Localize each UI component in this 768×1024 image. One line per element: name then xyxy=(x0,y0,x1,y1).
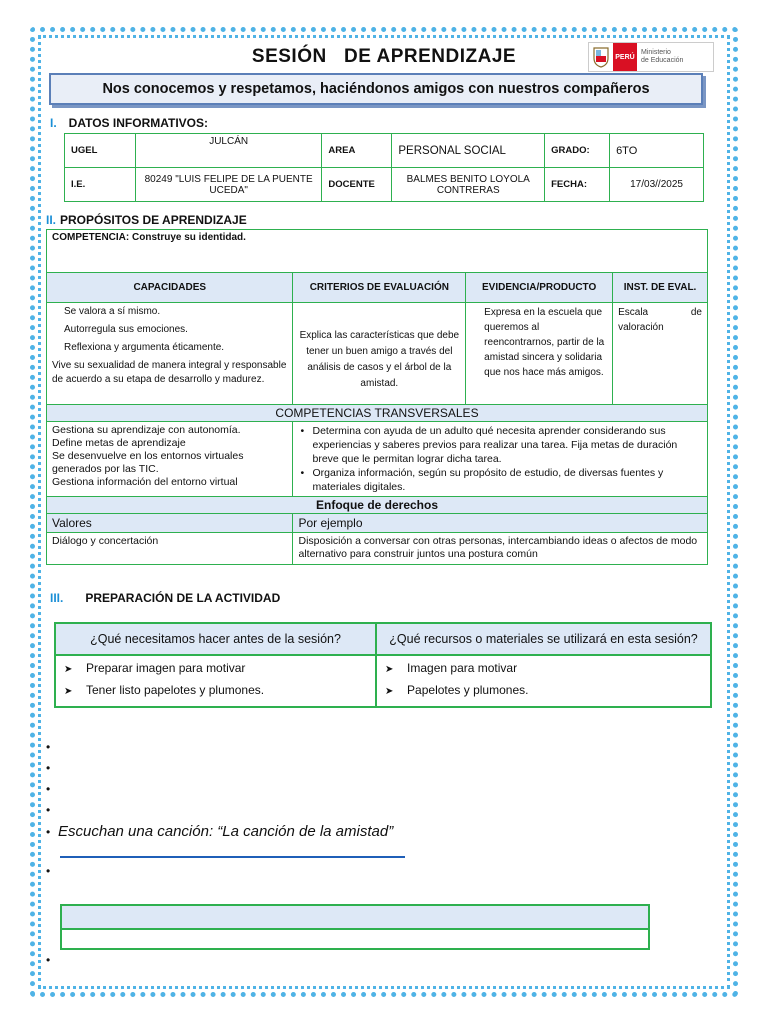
propositos-table xyxy=(46,229,708,565)
section-3-heading: III. PREPARACIÓN DE LA ACTIVIDAD xyxy=(50,591,281,605)
song-bullet: • Escuchan una canción: “La canción de la amistad” xyxy=(46,823,394,840)
transversales-title: COMPETENCIAS TRANSVERSALES xyxy=(47,405,708,422)
capacidad-item: Vive su sexualidad de manera integral y responsable de acuerdo a su etapa de desarrollo y madurez. xyxy=(52,360,287,385)
label-area: AREA xyxy=(322,134,392,168)
header-instrumento: INST. DE EVAL. xyxy=(613,273,708,303)
list-item: ➤ Imagen para motivar xyxy=(385,658,702,680)
list-item: ➤ Papelotes y plumones. xyxy=(385,680,702,702)
empty-bullet: • xyxy=(46,953,51,967)
list-item: ➤ Preparar imagen para motivar xyxy=(64,658,367,680)
session-subtitle: Nos conocemos y respetamos, haciéndonos amigos con nuestros compañeros xyxy=(49,73,703,105)
transversal-item: Se desenvuelve en los entornos virtuales generados por las TIC. xyxy=(52,450,244,475)
header-recursos: ¿Qué recursos o materiales se utilizará en esta sesión? xyxy=(376,623,711,655)
instrumento-cell: Escala de valoración xyxy=(613,303,708,405)
empty-bullet: • xyxy=(46,803,51,817)
enfoque-title: Enfoque de derechos xyxy=(47,497,708,514)
transversal-desempeno: • Determina con ayuda de un adulto qué necesita aprender considerando sus experiencias y saberes previos para realizar una tarea. Fija metas de duración breve que le permitan lograr dicha tarea. xyxy=(298,424,702,466)
competencia-cell: COMPETENCIA: Construye su identidad. xyxy=(47,230,708,273)
criterio-text: Explica las características que debe tener un buen amigo a través del análisis de casos y el árbol de la amistad. xyxy=(299,329,460,389)
recursos-cell xyxy=(376,655,711,707)
datos-table xyxy=(64,133,704,202)
value-area: PERSONAL SOCIAL xyxy=(392,134,545,168)
value-ie: 80249 "LUIS FELIPE DE LA PUENTE UCEDA" xyxy=(135,168,322,202)
ejemplo-cell: Disposición a conversar con otras personas, intercambiando ideas o afectos de modo alternativo para construir juntos una postura común xyxy=(293,533,708,565)
list-item: ➤ Tener listo papelotes y plumones. xyxy=(64,680,367,702)
value-docente: BALMES BENITO LOYOLA CONTRERAS xyxy=(392,168,545,202)
label-docente: DOCENTE xyxy=(322,168,392,202)
header-capacidades: CAPACIDADES xyxy=(47,273,293,303)
ministry-name: Ministerio de Educación xyxy=(637,43,713,71)
arrow-bullet-icon: ➤ xyxy=(385,686,394,697)
transversal-item: Define metas de aprendizaje xyxy=(52,437,186,449)
label-grado: GRADO: xyxy=(545,134,610,168)
transversal-desempeno: • Organiza información, según su propósito de estudio, de diversas fuentes y materiales digitales. xyxy=(298,466,702,494)
label-ugel: UGEL xyxy=(65,134,136,168)
transversales-right xyxy=(293,422,708,497)
criterio-cell xyxy=(293,303,466,405)
empty-bullet: • xyxy=(46,782,51,796)
value-fecha: 17/03//2025 xyxy=(610,168,704,202)
ejemplo-label: Por ejemplo xyxy=(293,514,708,533)
value-ugel: JULCÁN xyxy=(135,134,322,168)
preparacion-table xyxy=(54,622,712,708)
value-grado: 6TO xyxy=(610,134,704,168)
peru-label: PERÚ xyxy=(613,43,637,71)
antes-cell xyxy=(55,655,376,707)
capacidades-cell xyxy=(47,303,293,405)
header-antes: ¿Qué necesitamos hacer antes de la sesión? xyxy=(55,623,376,655)
evidencia-cell xyxy=(466,303,613,405)
datos-row xyxy=(65,134,704,168)
arrow-bullet-icon: ➤ xyxy=(64,686,73,697)
page-title: SESIÓN DE APRENDIZAJE xyxy=(251,46,517,67)
valor-cell: Diálogo y concertación xyxy=(47,533,293,565)
section-2-heading: II. PROPÓSITOS DE APRENDIZAJE xyxy=(46,213,247,227)
capacidad-item: Autorregula sus emociones. xyxy=(64,324,188,335)
header-criterios: CRITERIOS DE EVALUACIÓN xyxy=(293,273,466,303)
song-text: Escuchan una canción: “La canción de la amistad” xyxy=(58,823,394,840)
capacidad-item: Se valora a sí mismo. xyxy=(64,306,161,317)
label-ie: I.E. xyxy=(65,168,136,202)
underline-rule xyxy=(60,856,405,858)
valores-label: Valores xyxy=(47,514,293,533)
label-fecha: FECHA: xyxy=(545,168,610,202)
transversales-left xyxy=(47,422,293,497)
coat-of-arms-icon xyxy=(589,43,613,71)
header-evidencia: EVIDENCIA/PRODUCTO xyxy=(466,273,613,303)
capacidad-item: Reflexiona y argumenta éticamente. xyxy=(64,342,225,353)
empty-table-header xyxy=(62,906,648,930)
datos-row xyxy=(65,168,704,202)
arrow-bullet-icon: ➤ xyxy=(385,664,394,675)
section-1-heading: I. DATOS INFORMATIVOS: xyxy=(50,116,209,130)
transversal-item: Gestiona información del entorno virtual xyxy=(52,476,238,488)
arrow-bullet-icon: ➤ xyxy=(64,664,73,675)
evidencia-text: Expresa en la escuela que queremos al reencontrarnos, partir de la amistad sincera y solidaria que nos hace más amigos. xyxy=(484,307,605,378)
empty-bullet: • xyxy=(46,761,51,775)
transversal-item: Gestiona su aprendizaje con autonomía. xyxy=(52,424,241,436)
empty-bullet: • xyxy=(46,740,51,754)
empty-table xyxy=(60,904,650,950)
empty-bullet: • xyxy=(46,864,51,878)
ministry-logo xyxy=(588,42,714,72)
